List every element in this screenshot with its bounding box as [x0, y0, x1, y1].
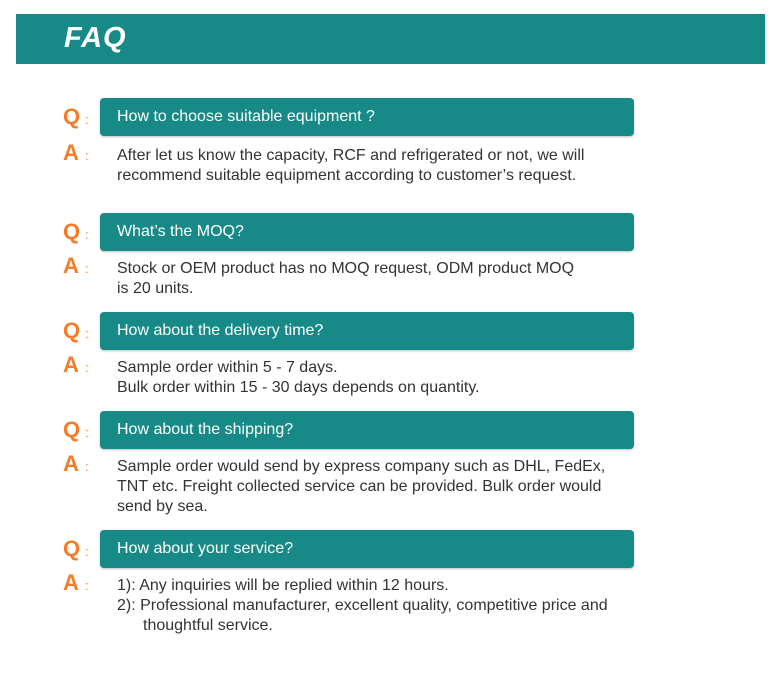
answer-line: 1): Any inquiries will be replied within 12 hours.: [117, 577, 449, 594]
a-colon: :: [85, 578, 89, 593]
a-label: A: [63, 253, 79, 278]
answer-line: send by sea.: [117, 498, 208, 515]
q-label: Q: [63, 104, 81, 129]
a-label: A: [63, 451, 79, 476]
answer-line: thoughtful service.: [143, 617, 273, 634]
a-colon: :: [85, 360, 89, 375]
answer-line: is 20 units.: [117, 280, 194, 297]
q-label: Q: [63, 417, 81, 442]
answer-line: Sample order within 5 - 7 days.: [117, 359, 338, 376]
answer-text: [117, 358, 677, 398]
answer-text: [117, 259, 677, 299]
question-text: How about your service?: [117, 540, 294, 557]
question-text: What’s the MOQ?: [117, 223, 244, 240]
a-colon: :: [85, 459, 89, 474]
q-label: Q: [63, 536, 81, 561]
question-text: How about the delivery time?: [117, 322, 324, 339]
a-label: A: [63, 570, 79, 595]
q-colon: :: [85, 112, 89, 127]
question-bar[interactable]: [100, 213, 634, 251]
answer-line: After let us know the capacity, RCF and refrigerated or not, we will: [117, 147, 585, 164]
question-bar[interactable]: [100, 530, 634, 568]
answer-line: 2): Professional manufacturer, excellent quality, competitive price and: [117, 597, 608, 614]
a-colon: :: [85, 148, 89, 163]
answer-line: Sample order would send by express company such as DHL, FedEx,: [117, 458, 606, 475]
faq-header: [16, 14, 765, 64]
answer-text: [117, 457, 677, 517]
question-text: How to choose suitable equipment ?: [117, 108, 375, 125]
answer-text: [117, 576, 677, 636]
answer-line: Stock or OEM product has no MOQ request, ODM product MOQ: [117, 260, 575, 277]
faq-title: FAQ: [64, 22, 127, 54]
q-label: Q: [63, 318, 81, 343]
q-colon: :: [85, 227, 89, 242]
q-colon: :: [85, 425, 89, 440]
answer-line: Bulk order within 15 - 30 days depends on quantity.: [117, 379, 480, 396]
a-colon: :: [85, 261, 89, 276]
a-label: A: [63, 140, 79, 165]
answer-line: recommend suitable equipment according to customer’s request.: [117, 167, 577, 184]
question-bar[interactable]: [100, 312, 634, 350]
answer-line: TNT etc. Freight collected service can be provided. Bulk order would: [117, 478, 602, 495]
question-bar[interactable]: [100, 411, 634, 449]
q-label: Q: [63, 219, 81, 244]
question-text: How about the shipping?: [117, 421, 294, 438]
a-label: A: [63, 352, 79, 377]
answer-text: [117, 146, 677, 186]
q-colon: :: [85, 326, 89, 341]
q-colon: :: [85, 544, 89, 559]
question-bar[interactable]: [100, 98, 634, 136]
